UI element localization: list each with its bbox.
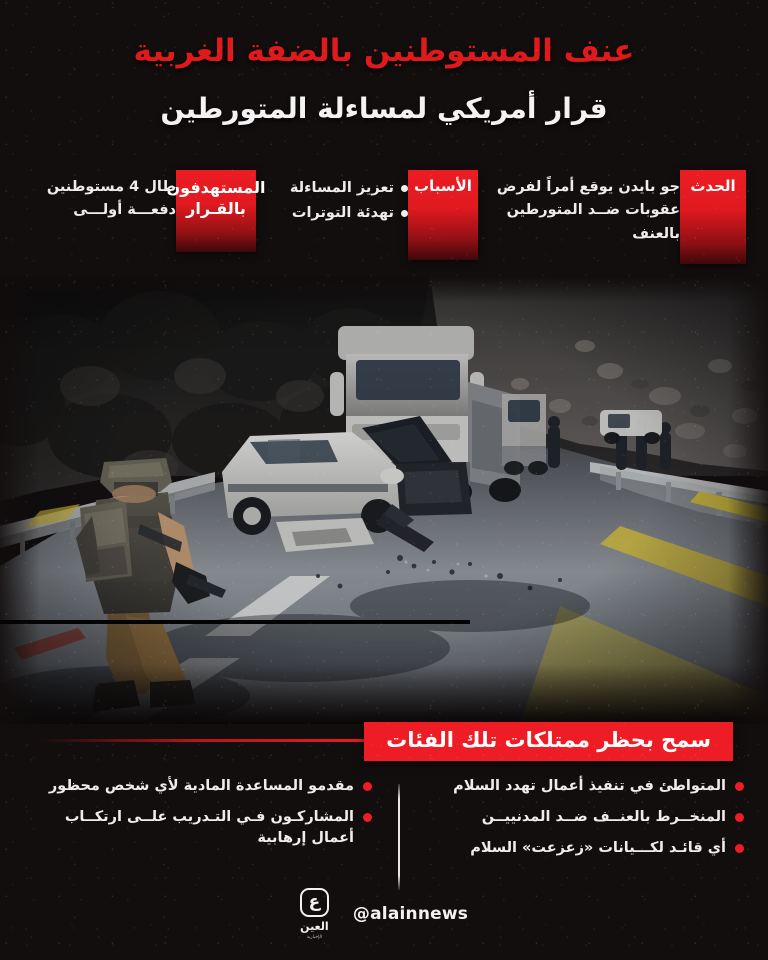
- list-item: [414, 807, 744, 828]
- list-item: [290, 201, 408, 226]
- bullet-dot-icon: [363, 782, 372, 791]
- list-item-line: المشاركـون فـي التـدريب علــى ارتكــاب: [64, 809, 354, 826]
- photo-fade-bottom: [0, 664, 768, 724]
- info-card-reasons-body: [278, 170, 408, 226]
- brand-logo: [300, 888, 329, 940]
- categories-list-right: [414, 776, 744, 859]
- list-item-label: تعزيز المساءلة: [289, 180, 394, 196]
- chip-line: الحدث: [690, 177, 736, 195]
- list-item: [414, 776, 744, 797]
- list-item-line: مقدمو المساعدة المادية لأي شخص محظور: [48, 778, 354, 794]
- info-card-event-label: [680, 170, 746, 264]
- social-handle: @alainnews: [352, 904, 469, 924]
- bullet-dot-icon: [401, 185, 408, 192]
- categories-list-left: [22, 776, 372, 849]
- body-line: بالعنف: [632, 225, 680, 242]
- bullet-dot-icon: [401, 210, 408, 217]
- info-card-reasons-label: [408, 170, 478, 260]
- body-line: دفعـــة أولـــى: [73, 202, 176, 219]
- chip-line: المستهدفون: [166, 178, 266, 197]
- footer: [0, 886, 768, 942]
- section-banner: [0, 722, 768, 762]
- scene-photo-illustration: [0, 276, 768, 724]
- list-item-label: [453, 776, 726, 797]
- info-card-targets: [6, 170, 266, 282]
- column-divider: [398, 784, 400, 890]
- section-banner-title: سمح بحظر ممتلكات تلك الفئات: [364, 722, 733, 761]
- info-card-event: [496, 170, 746, 282]
- list-item: [22, 776, 372, 797]
- chip-line: بالقـرار: [186, 199, 246, 219]
- scene-photo: [0, 276, 768, 724]
- list-item: [290, 176, 408, 201]
- photo-overlay-rule: [0, 620, 470, 624]
- page-title-secondary: قرار أمريكي لمساءلة المتورطين: [160, 92, 608, 125]
- info-card-reasons: [278, 170, 478, 282]
- list-item-line: أي قائـد لكـــيانات «زعزعت» السلام: [470, 840, 726, 857]
- photo-fade-left: [0, 276, 40, 724]
- bullet-dot-icon: [735, 782, 744, 791]
- info-cards-row: [0, 170, 768, 282]
- body-line: طال 4 مستوطنين: [46, 179, 176, 195]
- info-card-event-body: [496, 170, 680, 246]
- info-card-targets-label: [166, 170, 266, 252]
- info-card-targets-body: [6, 170, 176, 223]
- body-line: جو بايدن يوقع أمراً لفرض: [496, 179, 680, 195]
- categories-column-right: [414, 776, 744, 869]
- list-item-label: تهدئة التوترات: [291, 204, 394, 221]
- list-item-label: [470, 838, 726, 859]
- brand-name: العين: [300, 920, 329, 933]
- list-item: [414, 838, 744, 859]
- categories-columns: [0, 776, 768, 894]
- list-item-label: [49, 776, 354, 797]
- page-title-primary: عنف المستوطنين بالضفة الغربية: [133, 33, 635, 69]
- categories-column-left: [22, 776, 372, 859]
- body-line: عقوبات ضــد المتورطين: [506, 202, 680, 219]
- list-item-line: أعمال إرهابية: [257, 830, 354, 847]
- photo-fade-right: [728, 276, 768, 724]
- list-item-label: [65, 807, 354, 849]
- brand-tagline: الإخبارية: [306, 935, 323, 940]
- list-item-label: [482, 807, 726, 828]
- chip-line: الأسباب: [414, 177, 472, 195]
- alain-logo-icon: ع: [300, 888, 329, 917]
- bullet-dot-icon: [735, 813, 744, 822]
- list-item-line: المنخــرط بالعنــف ضــد المدنييــن: [481, 809, 726, 826]
- list-item-line: المتواطئ في تنفيذ أعمال تهدد السلام: [453, 778, 726, 794]
- header: [0, 0, 768, 170]
- reasons-list: [290, 176, 408, 226]
- list-item: [22, 807, 372, 849]
- bullet-dot-icon: [735, 844, 744, 853]
- banner-connector-line: [40, 739, 385, 742]
- bullet-dot-icon: [363, 813, 372, 822]
